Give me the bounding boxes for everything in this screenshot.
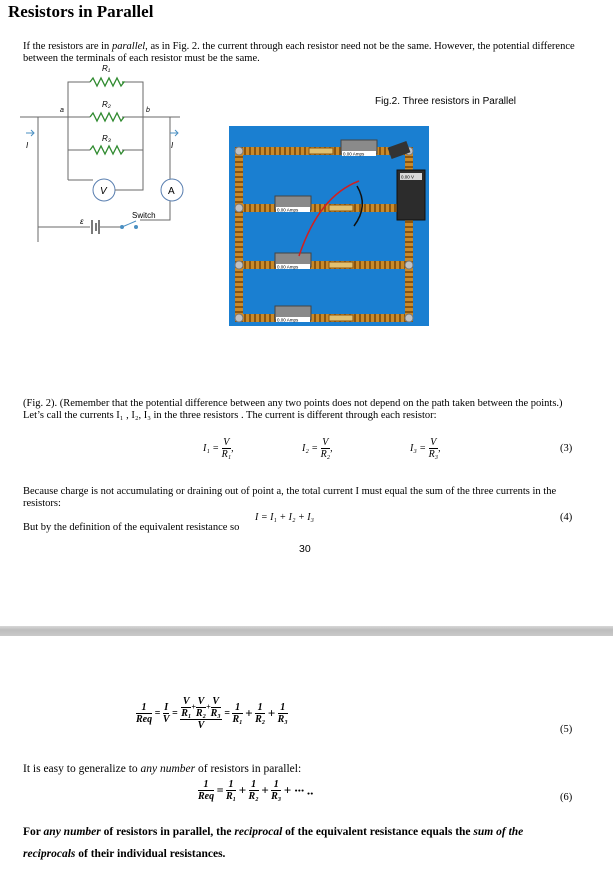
eq6-plus-1: + — [238, 782, 247, 798]
eq5-frac-r3 — [278, 702, 288, 725]
eq5-splus-2: + — [206, 702, 211, 712]
current-label-left: I — [26, 141, 29, 150]
simulation-drawing — [229, 126, 429, 326]
eq5-i: I — [164, 702, 169, 713]
eq6-equals: = — [216, 783, 224, 797]
para5-italic: any number — [140, 763, 196, 775]
eq6-one-r3: 1 — [271, 779, 281, 791]
resistor-r3 — [90, 146, 124, 154]
page-number: 30 — [299, 543, 311, 555]
switch-contact-icon — [134, 225, 138, 229]
eq5-sum-numerator — [180, 696, 222, 720]
equation-i2 — [302, 437, 333, 460]
eq3-i3-lhs: I₃ = — [410, 442, 427, 454]
conclusion-d: reciprocal — [234, 826, 283, 838]
label-r2: R₂ — [102, 100, 111, 109]
eq3-frac-1 — [222, 437, 232, 460]
equation-6 — [198, 779, 314, 802]
current-arrow-right-icon — [170, 130, 178, 136]
sim-ammeter-reading-3: 0.00 Amps — [277, 264, 299, 270]
paragraph-generalize — [23, 763, 301, 775]
switch-label: Switch — [132, 211, 156, 220]
sim-resistor-2 — [329, 205, 353, 211]
resistor-r1 — [90, 78, 124, 86]
eq6-r1: R₁ — [225, 791, 237, 802]
conclusion-c: of resistors in parallel, the — [100, 826, 235, 838]
current-label-right: I — [171, 141, 174, 150]
sim-wire-left — [235, 147, 243, 322]
eq5-sv3: V — [212, 696, 220, 707]
conclusion-g: reciprocals — [23, 848, 76, 860]
sim-red-probe — [299, 181, 359, 256]
equation-5 — [136, 696, 288, 731]
eq5-r3: R₃ — [277, 714, 288, 725]
ammeter-label: A — [168, 186, 175, 197]
wire-r3-right — [122, 117, 143, 150]
sim-voltmeter-reading: 0.00 V — [401, 174, 415, 180]
equation-4: I = I₁ + I₂ + I₃ — [255, 512, 314, 523]
eq6-one-r1: 1 — [226, 779, 236, 791]
circuit-simulation-image — [229, 126, 429, 326]
eq5-one: 1 — [136, 702, 152, 714]
eq6-req: Req — [198, 791, 215, 802]
eq3-num-1: V — [223, 437, 230, 448]
eq3-frac-3 — [429, 437, 439, 460]
eq5-equals-1: = — [154, 708, 161, 719]
eq3-frac-2 — [321, 437, 331, 460]
eq3-num-3: V — [430, 437, 437, 448]
sim-wire-4 — [239, 314, 409, 322]
eq5-r2: R₂ — [255, 714, 266, 725]
eq5-one-r1: 1 — [232, 702, 242, 714]
eq5-frac-i — [163, 702, 170, 725]
sim-ammeter-2 — [275, 196, 311, 213]
sim-wire-3 — [239, 261, 409, 269]
para5-text-1: It is easy to generalize to — [23, 763, 141, 775]
circuit-diagram — [20, 62, 195, 242]
eq6-r2: R₂ — [248, 791, 259, 802]
page-title: Resistors in Parallel — [8, 2, 154, 21]
eq5-sr3: R₃ — [210, 708, 221, 719]
eq3-sep-3: , — [438, 442, 441, 454]
para5-text-2: of resistors in parallel: — [195, 763, 302, 775]
eq5-frac-r2 — [255, 702, 265, 725]
eq6-tail: + ··· .. — [283, 782, 314, 798]
figure-caption: Fig.2. Three resistors in Parallel — [375, 96, 516, 107]
eq5-frac-sum — [180, 696, 222, 731]
sim-ammeter-4 — [275, 306, 311, 323]
paragraph-definition: But by the definition of the equivalent resistance so — [23, 522, 240, 533]
intro-italic: parallel, — [111, 41, 148, 52]
paragraph-currents: (Fig. 2). (Remember that the potential difference between any two points does not depend on the path taken between the points.) Let’s call the currents I₁ , I₂, I₃ in the three resistors . The current is different through each resistor: — [23, 398, 563, 421]
eq6-one-r2: 1 — [249, 779, 259, 791]
resistor-r2 — [90, 113, 124, 121]
voltmeter-label: V — [100, 186, 107, 197]
equation-number-3: (3) — [560, 443, 573, 454]
eq5-sr1: R₁ — [181, 708, 192, 719]
eq5-equals-3: = — [224, 708, 230, 719]
intro-text-1: If the resistors are in — [23, 41, 112, 52]
equation-i3 — [410, 437, 441, 460]
sim-ammeter-reading-2: 0.00 Amps — [277, 207, 299, 213]
eq5-one-r3: 1 — [278, 702, 288, 714]
conclusion-h: of their individual resistances. — [75, 848, 226, 860]
eq6-frac-r2 — [249, 779, 259, 802]
eq6-r3: R₃ — [271, 791, 282, 802]
equation-number-6: (6) — [560, 792, 573, 803]
eq5-frac-req — [136, 702, 152, 725]
emf-label: ε — [80, 217, 84, 226]
sim-resistor-1 — [309, 148, 333, 154]
wire-r1-right — [122, 82, 143, 117]
paragraph-charge: Because charge is not accumulating or draining out of point a, the total current I must equal the sum of the three currents in the resistors: — [23, 486, 557, 509]
eq5-plus-2: + — [267, 705, 276, 721]
eq5-splus-1: + — [191, 702, 196, 712]
intro-paragraph — [23, 41, 578, 64]
sim-ammeter-1 — [341, 140, 377, 157]
equation-number-4: (4) — [560, 512, 573, 523]
equation-i1 — [203, 437, 234, 460]
eq6-frac-req — [198, 779, 214, 802]
label-r1: R₁ — [102, 64, 111, 73]
node-a-label: a — [60, 107, 64, 114]
eq3-sep-1: , — [231, 442, 234, 454]
eq3-den-1: R₁ — [221, 449, 232, 460]
page-separator — [0, 626, 613, 636]
eq5-sr2: R₂ — [195, 708, 207, 719]
eq3-den-2: R₂ — [320, 449, 331, 460]
eq6-one: 1 — [198, 779, 214, 791]
sim-ammeter-3 — [275, 253, 311, 270]
current-arrow-left-icon — [26, 130, 34, 136]
eq5-v-2: V — [197, 720, 205, 731]
intro-text-2: as in Fig. 2. the current through each resistor need not be the same. However, the potential difference between the terminals of each resistor must be the same. — [23, 41, 575, 64]
eq6-frac-r3 — [271, 779, 281, 802]
eq5-sv1: V — [182, 696, 190, 707]
eq5-r1: R₁ — [232, 714, 243, 725]
sim-resistor-4 — [329, 315, 353, 321]
eq3-sep-2: , — [330, 442, 333, 454]
conclusion-paragraph — [23, 821, 583, 865]
eq5-v-1: V — [162, 714, 170, 725]
eq3-den-3: R₃ — [428, 449, 439, 460]
eq3-i1-lhs: I₁ = — [203, 442, 220, 454]
equation-number-5: (5) — [560, 724, 573, 735]
wire-r1-left — [68, 82, 90, 117]
eq6-plus-2: + — [261, 782, 269, 798]
eq5-one-r2: 1 — [255, 702, 265, 714]
sim-resistor-3 — [329, 262, 353, 268]
wire-r3-left — [68, 117, 90, 150]
conclusion-e: of the equivalent resistance equals the — [282, 826, 474, 838]
eq5-plus-1: + — [245, 705, 253, 721]
switch-lever-icon — [122, 221, 136, 227]
conclusion-a: For — [23, 826, 44, 838]
node-b-label: b — [146, 107, 150, 114]
sim-ammeter-reading-4: 0.00 Amps — [277, 317, 299, 323]
battery-icon — [92, 220, 99, 234]
label-r3: R₃ — [102, 134, 111, 143]
eq3-num-2: V — [322, 437, 329, 448]
conclusion-f: sum of the — [473, 826, 524, 838]
eq6-frac-r1 — [226, 779, 236, 802]
eq5-req: Req — [136, 714, 153, 725]
sim-ammeter-reading-1: 0.00 Amps — [343, 151, 365, 157]
eq5-frac-r1 — [232, 702, 242, 725]
eq5-equals-2: = — [171, 708, 178, 719]
eq3-i2-lhs: I₂ = — [302, 442, 319, 454]
conclusion-b: any number — [43, 826, 101, 838]
eq5-sv2: V — [197, 696, 205, 707]
